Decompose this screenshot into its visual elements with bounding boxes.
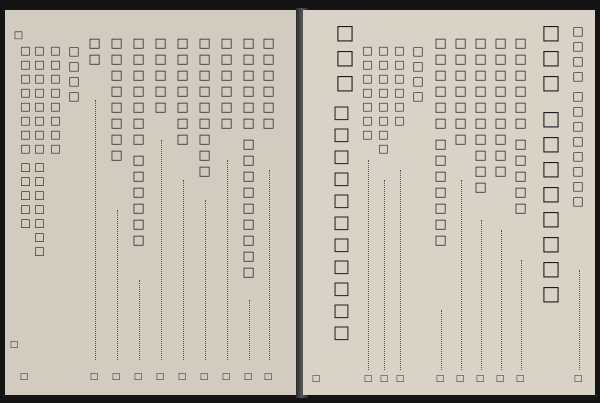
reference-entry-c: □□□□□□□□ □□□□□ xyxy=(19,44,32,231)
chapter-2-title: □□□□□□□□ xyxy=(539,106,563,306)
left-page xyxy=(5,10,301,395)
page-number: □ xyxy=(177,372,187,382)
toc-entry-ch2-1: □□□□□□ □□□□□ xyxy=(513,36,528,218)
side-label: □ xyxy=(13,30,24,42)
toc-entry-8: □□□□□□□□ xyxy=(109,36,124,164)
leader-dots xyxy=(461,180,462,370)
page-number: □ xyxy=(311,374,321,384)
leader-dots xyxy=(400,170,401,370)
page-number: □ xyxy=(363,374,373,384)
leader-dots xyxy=(384,180,385,370)
page-number: □ xyxy=(395,374,405,384)
leader-dots xyxy=(161,140,162,360)
chapter-3-title: □□□□□□□□□□□ xyxy=(331,102,352,344)
page-number: □ xyxy=(243,372,253,382)
page-number: □ xyxy=(155,372,165,382)
chapter-3-heading: □□□ xyxy=(333,20,357,95)
leader-dots xyxy=(501,230,502,370)
page-number: □ xyxy=(133,372,143,382)
page-number: □ xyxy=(495,374,505,384)
leader-dots xyxy=(579,270,580,370)
leader-dots xyxy=(481,220,482,370)
page-number: □ xyxy=(221,372,231,382)
page-number: □ xyxy=(19,372,29,382)
toc-entry-ch2-3: □□□□□□□□□□ xyxy=(473,36,488,196)
page-number: □ xyxy=(435,374,445,384)
leader-dots xyxy=(249,300,250,360)
leader-dots xyxy=(183,180,184,360)
reference-heading: □□□□ xyxy=(67,44,81,104)
toc-entry-top: □□□□ □□□□□□□□ xyxy=(571,24,585,209)
leader-dots xyxy=(117,210,118,360)
page-number: □ xyxy=(199,372,209,382)
toc-entry-1: □□□□□□ xyxy=(261,36,276,132)
page-number: □ xyxy=(475,374,485,384)
leader-dots xyxy=(205,200,206,360)
folio: □ xyxy=(9,340,19,350)
reference-entry-a: □□□□□□□□ xyxy=(49,44,62,156)
toc-entry-7: □□□□□□□ □□□□□□ xyxy=(131,36,146,250)
page-number: □ xyxy=(455,374,465,384)
leader-dots xyxy=(139,280,140,360)
leader-dots xyxy=(441,310,442,370)
toc-entry-2: □□□□□□ □□□□□□□□□ xyxy=(241,36,256,282)
page-number: □ xyxy=(515,374,525,384)
toc-entry-6: □□□□□ xyxy=(153,36,168,116)
leader-dots xyxy=(521,260,522,370)
page-number: □ xyxy=(89,372,99,382)
page-number: □ xyxy=(379,374,389,384)
toc-entry-9: □□ xyxy=(87,36,102,68)
toc-entry-ch2-2: □□□□□□□□□ xyxy=(493,36,508,180)
reference-heading: □□□□ xyxy=(411,44,425,104)
leader-dots xyxy=(227,160,228,360)
toc-entry-4: □□□□□□□□□ xyxy=(197,36,212,180)
page-number: □ xyxy=(111,372,121,382)
toc-entry-3: □□□□□□ xyxy=(219,36,234,132)
toc-entry-ch2-5: □□□□□□ □□□□□□□ xyxy=(433,36,448,250)
toc-entry-5: □□□□□□□ xyxy=(175,36,190,148)
leader-dots xyxy=(269,170,270,360)
reference-entry-c: □□□□□□□ xyxy=(361,44,374,142)
leader-dots xyxy=(368,160,369,370)
leader-dots xyxy=(95,100,96,360)
page-number: □ xyxy=(263,372,273,382)
chapter-2-heading: □□□ xyxy=(539,20,563,95)
reference-entry-b: □□□□□□□□ □□□□□□□ xyxy=(33,44,46,259)
toc-entry-ch2-4: □□□□□□□ xyxy=(453,36,468,148)
reference-entry-b: □□□□□□□□ xyxy=(377,44,390,156)
page-number: □ xyxy=(573,374,583,384)
reference-entry-a: □□□□□□ xyxy=(393,44,406,128)
right-page xyxy=(303,10,595,395)
